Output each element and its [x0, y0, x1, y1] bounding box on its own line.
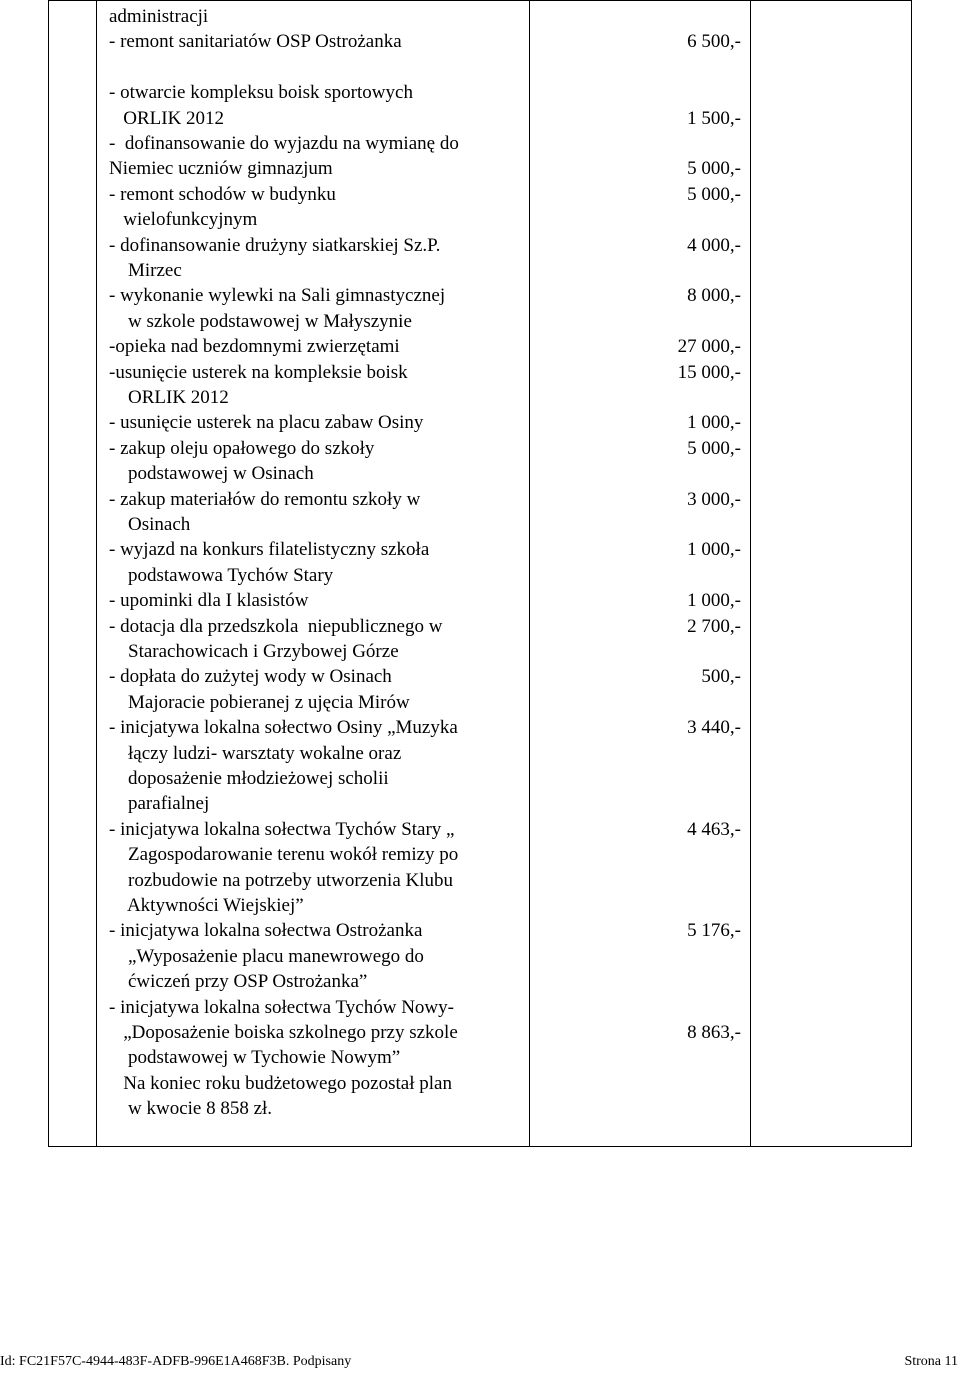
description-line: Osinach — [109, 514, 191, 535]
amount-value: 1 000,- — [687, 590, 741, 612]
amount-value: 27 000,- — [677, 336, 741, 358]
description-line: Aktywności Wiejskiej” — [109, 895, 304, 916]
description-line: łączy ludzi- warsztaty wokalne oraz — [109, 742, 402, 764]
description-line: „Doposażenie boiska szkolnego przy szkole — [109, 1022, 458, 1043]
amount-value: 5 000,- — [687, 183, 741, 205]
amount-value: 3 000,- — [687, 488, 741, 510]
description-line: - inicjatywa lokalna sołectwo Osiny „Muzyka — [109, 717, 458, 739]
description-line: Na koniec roku budżetowego pozostał plan — [109, 1072, 452, 1094]
description-line: ORLIK 2012 — [109, 387, 229, 408]
description-line: - otwarcie kompleksu boisk sportowych — [109, 82, 413, 104]
description-line: doposażenie młodzieżowej scholii — [109, 768, 389, 789]
amount-value: 5 000,- — [687, 158, 741, 180]
description-line: Starachowicach i Grzybowej Górze — [109, 641, 399, 662]
description-line: w kwocie 8 858 zł. — [109, 1098, 273, 1120]
description-line: -opieka nad bezdomnymi zwierzętami — [109, 336, 400, 358]
description-line: administracji — [109, 6, 209, 27]
description-line: parafialnej — [109, 793, 210, 815]
description-line: Mirzec — [109, 260, 182, 281]
description-line: rozbudowie na potrzeby utworzenia Klubu — [109, 869, 454, 891]
description-line: wielofunkcyjnym — [109, 209, 258, 231]
description-line: - dotacja dla przedszkola niepublicznego w — [109, 615, 443, 637]
column-divider-2 — [529, 0, 530, 1147]
amount-value: 2 700,- — [687, 615, 741, 637]
description-line: - inicjatywa lokalna sołectwa Tychów Nowy- — [109, 996, 454, 1018]
amount-value: 1 500,- — [687, 107, 741, 129]
amount-value: 5 000,- — [687, 437, 741, 459]
amount-value: 4 463,- — [687, 818, 741, 840]
amount-value: 1 000,- — [687, 412, 741, 434]
amount-value: 4 000,- — [687, 234, 741, 256]
description-line: Niemiec uczniów gimnazjum — [109, 158, 333, 180]
description-line: - inicjatywa lokalna sołectwa Tychów Stary „ — [109, 818, 455, 840]
amount-value: 15 000,- — [677, 361, 741, 383]
document-id-footer: Id: FC21F57C-4944-483F-ADFB-996E1A468F3B. Podpisany — [0, 1354, 352, 1369]
description-line: w szkole podstawowej w Małyszynie — [109, 310, 412, 332]
description-line: ORLIK 2012 — [109, 107, 225, 129]
description-line: - dofinansowanie do wyjazdu na wymianę do — [109, 133, 459, 154]
description-line: podstawowej w Osinach — [109, 463, 314, 485]
description-line: Zagospodarowanie terenu wokół remizy po — [109, 844, 459, 866]
description-line: podstawowej w Tychowie Nowym” — [109, 1047, 401, 1069]
description-line: - inicjatywa lokalna sołectwa Ostrożanka — [109, 920, 423, 942]
amount-value: 500,- — [701, 666, 741, 688]
description-line: - wykonanie wylewki na Sali gimnastycznej — [109, 285, 446, 307]
column-divider-1 — [96, 0, 97, 1147]
description-line: - remont sanitariatów OSP Ostrożanka — [109, 31, 402, 53]
amount-value: 1 000,- — [687, 539, 741, 561]
description-line: -usunięcie usterek na kompleksie boisk — [109, 361, 408, 383]
description-line: - dopłata do zużytej wody w Osinach — [109, 666, 392, 688]
amount-value: 3 440,- — [687, 717, 741, 739]
description-line: - dofinansowanie drużyny siatkarskiej Sz.P. — [109, 234, 441, 256]
page-number: Strona 11 — [904, 1354, 958, 1369]
description-line: - upominki dla I klasistów — [109, 590, 309, 612]
description-line: - zakup materiałów do remontu szkoły w — [109, 488, 421, 510]
column-divider-3 — [750, 0, 751, 1147]
description-line: - wyjazd na konkurs filatelistyczny szkoła — [109, 539, 430, 561]
description-line: - usunięcie usterek na placu zabaw Osiny — [109, 412, 424, 434]
description-line: ćwiczeń przy OSP Ostrożanka” — [109, 971, 368, 993]
description-line: - zakup oleju opałowego do szkoły — [109, 437, 375, 459]
description-line: Majoracie pobieranej z ujęcia Mirów — [109, 691, 410, 713]
amount-value: 8 000,- — [687, 285, 741, 307]
description-line: - remont schodów w budynku — [109, 183, 336, 205]
amount-value: 5 176,- — [687, 920, 741, 942]
amount-value: 6 500,- — [687, 31, 741, 53]
amount-value: 8 863,- — [687, 1022, 741, 1043]
description-line: podstawowa Tychów Stary — [109, 564, 334, 586]
description-line: „Wyposażenie placu manewrowego do — [109, 945, 424, 967]
